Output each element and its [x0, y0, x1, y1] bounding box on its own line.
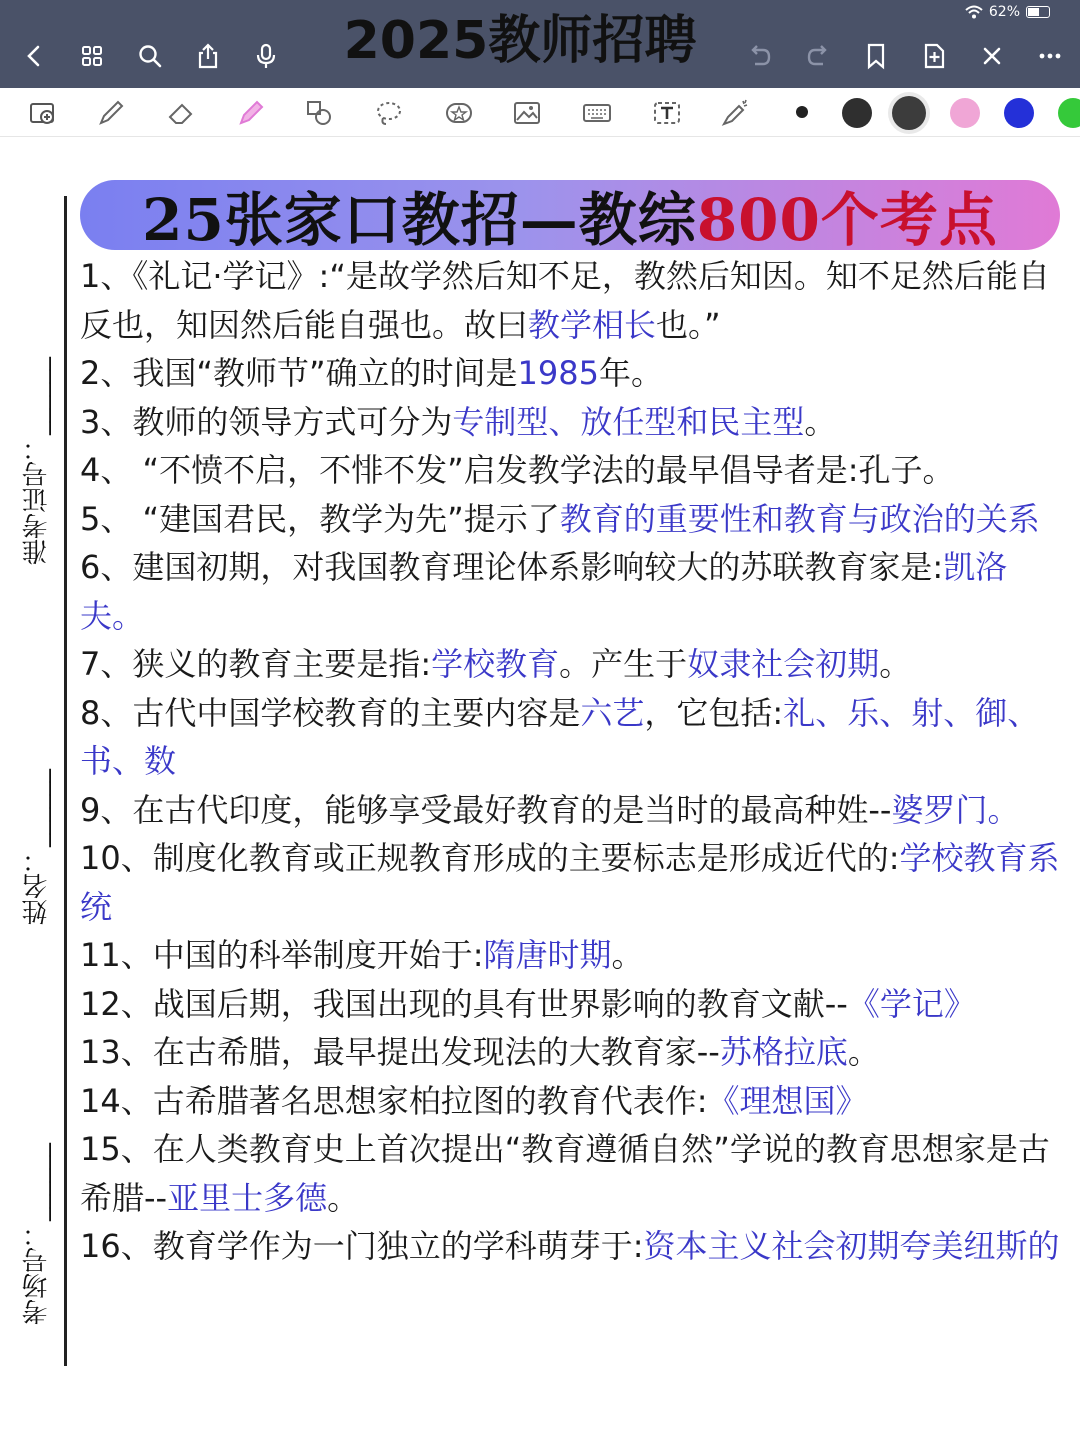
page-title: 2025教师招聘	[343, 11, 697, 71]
tool-sticker[interactable]	[442, 96, 476, 130]
point-answer: 学校教育	[431, 645, 560, 683]
point-answer: 教育的重要性和教育与政治的关系	[559, 499, 1040, 538]
exam-point	[80, 1028, 1065, 1077]
title-prefix: 25张家口教招—教综	[142, 186, 697, 254]
lasso-icon	[373, 97, 405, 129]
point-text: 。	[879, 645, 912, 683]
bookmark-icon	[861, 41, 891, 71]
point-answer: 专制型、放任型和民主型	[452, 402, 805, 441]
sticker-icon	[443, 97, 475, 129]
point-text: 年。	[598, 354, 663, 392]
highlighter-icon	[235, 97, 267, 129]
point-text: 4、 “不愤不启，不悱不发”启发教学法的最早倡导者是:孔子。	[80, 451, 955, 489]
exam-id-field: 准考证号：______	[22, 357, 52, 565]
point-text: 16、教育学作为一门独立的学科萌芽于:	[80, 1227, 644, 1265]
binding-line	[64, 196, 67, 1366]
point-answer: 教学相长	[528, 305, 657, 344]
tool-text[interactable]	[650, 96, 684, 130]
point-text: 1、《礼记·学记》:“是故学然后知不足，教然后知因。知不足然后能自反也，知因然后能自强也。故曰	[80, 257, 1050, 344]
color-swatch-5[interactable]	[1004, 98, 1034, 128]
color-swatch-6[interactable]	[1058, 98, 1080, 128]
add-page-button[interactable]	[914, 36, 954, 76]
share-icon	[193, 41, 223, 71]
color-swatch-3	[892, 96, 926, 130]
color-swatch-selected[interactable]	[888, 92, 930, 134]
point-text: 。产生于	[559, 645, 688, 683]
point-text: 6、建国初期，对我国教育理论体系影响较大的苏联教育家是:	[80, 548, 944, 586]
exam-point	[80, 398, 1065, 447]
laser-pointer-icon	[719, 97, 751, 129]
tool-lasso[interactable]	[372, 96, 406, 130]
point-text: 13、在古希腊，最早提出发现法的大教育家--	[80, 1033, 720, 1071]
point-answer: 《学记》	[847, 984, 976, 1023]
exam-point	[80, 786, 1065, 835]
point-text: 11、中国的科举制度开始于:	[80, 936, 484, 974]
point-text: 12、战国后期，我国出现的具有世界影响的教育文献--	[80, 984, 848, 1023]
exam-point	[80, 1125, 1065, 1222]
search-icon	[135, 41, 165, 71]
exam-points-list	[80, 252, 1065, 1271]
share-button[interactable]	[188, 36, 228, 76]
title-highlight: 800个考点	[696, 186, 998, 254]
battery-percent: 62%	[988, 4, 1020, 20]
point-text: 也。”	[656, 305, 721, 344]
exam-point	[80, 446, 1065, 495]
point-answer: 苏格拉底	[719, 1033, 848, 1071]
point-text: 8、古代中国学校教育的主要内容是	[80, 693, 581, 732]
point-answer: 亚里士多德	[167, 1178, 328, 1217]
point-answer: 凯洛夫。	[80, 548, 1008, 635]
exam-point	[80, 980, 1065, 1029]
point-text: 7、狭义的教育主要是指:	[80, 645, 432, 683]
point-answer: 《理想国》	[707, 1081, 868, 1120]
drawing-toolbar	[0, 88, 1080, 137]
undo-button[interactable]	[740, 36, 780, 76]
color-swatch-4[interactable]	[950, 98, 980, 128]
tool-image[interactable]	[26, 96, 60, 130]
more-icon	[1035, 41, 1065, 71]
point-text: 。	[611, 936, 644, 974]
battery-icon	[1026, 6, 1050, 18]
text-icon	[651, 97, 683, 129]
point-text: 9、在古代印度，能够享受最好教育的是当时的最高种姓--	[80, 790, 892, 829]
shapes-icon	[303, 97, 335, 129]
point-answer: 六艺	[580, 693, 645, 732]
redo-icon	[803, 41, 833, 71]
close-icon	[977, 41, 1007, 71]
point-text: 2、我国“教师节”确立的时间是	[80, 354, 518, 392]
exam-point	[80, 1222, 1065, 1271]
exam-point	[80, 931, 1065, 980]
exam-point	[80, 349, 1065, 398]
point-answer: 1985	[517, 354, 599, 392]
exam-point	[80, 689, 1065, 786]
exam-point	[80, 834, 1065, 931]
tool-highlighter[interactable]	[234, 96, 268, 130]
tool-laser[interactable]	[718, 96, 752, 130]
status-bar	[965, 4, 1050, 20]
exam-point	[80, 640, 1065, 689]
point-text: 。	[804, 402, 837, 441]
tool-keyboard[interactable]	[580, 96, 614, 130]
pen-icon	[95, 97, 127, 129]
search-button[interactable]	[130, 36, 170, 76]
color-swatch-2[interactable]	[842, 98, 872, 128]
tool-eraser[interactable]	[164, 96, 198, 130]
undo-icon	[745, 41, 775, 71]
point-text: 14、古希腊著名思想家柏拉图的教育代表作:	[80, 1081, 708, 1120]
title-banner	[80, 180, 1060, 254]
point-answer: 学校教育系统	[80, 839, 1060, 926]
thumbnails-button[interactable]	[72, 36, 112, 76]
eraser-icon	[165, 97, 197, 129]
chevron-left-icon	[19, 41, 49, 71]
point-text: 。	[847, 1033, 880, 1071]
photo-icon	[511, 97, 543, 129]
point-text: 3、教师的领导方式可分为	[80, 402, 453, 441]
point-answer: 礼、乐、射、御、书、数	[80, 693, 1040, 780]
microphone-icon	[251, 41, 281, 71]
tools-button[interactable]	[972, 36, 1012, 76]
point-answer: 隋唐时期	[483, 936, 612, 974]
exam-point	[80, 1077, 1065, 1126]
tool-pen[interactable]	[94, 96, 128, 130]
voice-button[interactable]	[246, 36, 286, 76]
point-text: 。	[327, 1178, 360, 1217]
grid-icon	[77, 41, 107, 71]
exam-point	[80, 252, 1065, 349]
add-page-icon	[919, 41, 949, 71]
more-button[interactable]	[1030, 36, 1070, 76]
point-answer: 奴隶社会初期	[687, 645, 880, 683]
point-text: ，它包括:	[644, 693, 784, 732]
document-title	[142, 173, 998, 257]
exam-point	[80, 543, 1065, 640]
keyboard-icon	[581, 97, 613, 129]
tool-photo[interactable]	[510, 96, 544, 130]
color-swatch-1[interactable]	[796, 106, 808, 118]
point-answer: 资本主义社会初期夸美纽斯的	[643, 1227, 1060, 1265]
point-answer: 婆罗门。	[891, 790, 1020, 829]
image-icon	[27, 97, 59, 129]
exam-room-field: 考场号：______	[22, 1143, 52, 1325]
wifi-icon	[965, 5, 983, 19]
tool-shapes[interactable]	[302, 96, 336, 130]
back-button[interactable]	[14, 36, 54, 76]
exam-point	[80, 495, 1065, 544]
redo-button[interactable]	[798, 36, 838, 76]
bookmark-button[interactable]	[856, 36, 896, 76]
point-text: 10、制度化教育或正规教育形成的主要标志是形成近代的:	[80, 839, 900, 877]
point-text: 15、在人类教育史上首次提出“教育遵循自然”学说的教育思想家是古希腊--	[80, 1130, 1050, 1217]
name-field: 姓名：______	[22, 769, 52, 925]
top-nav-bar	[0, 0, 1080, 88]
point-text: 5、 “建国君民，教学为先”提示了	[80, 499, 560, 538]
